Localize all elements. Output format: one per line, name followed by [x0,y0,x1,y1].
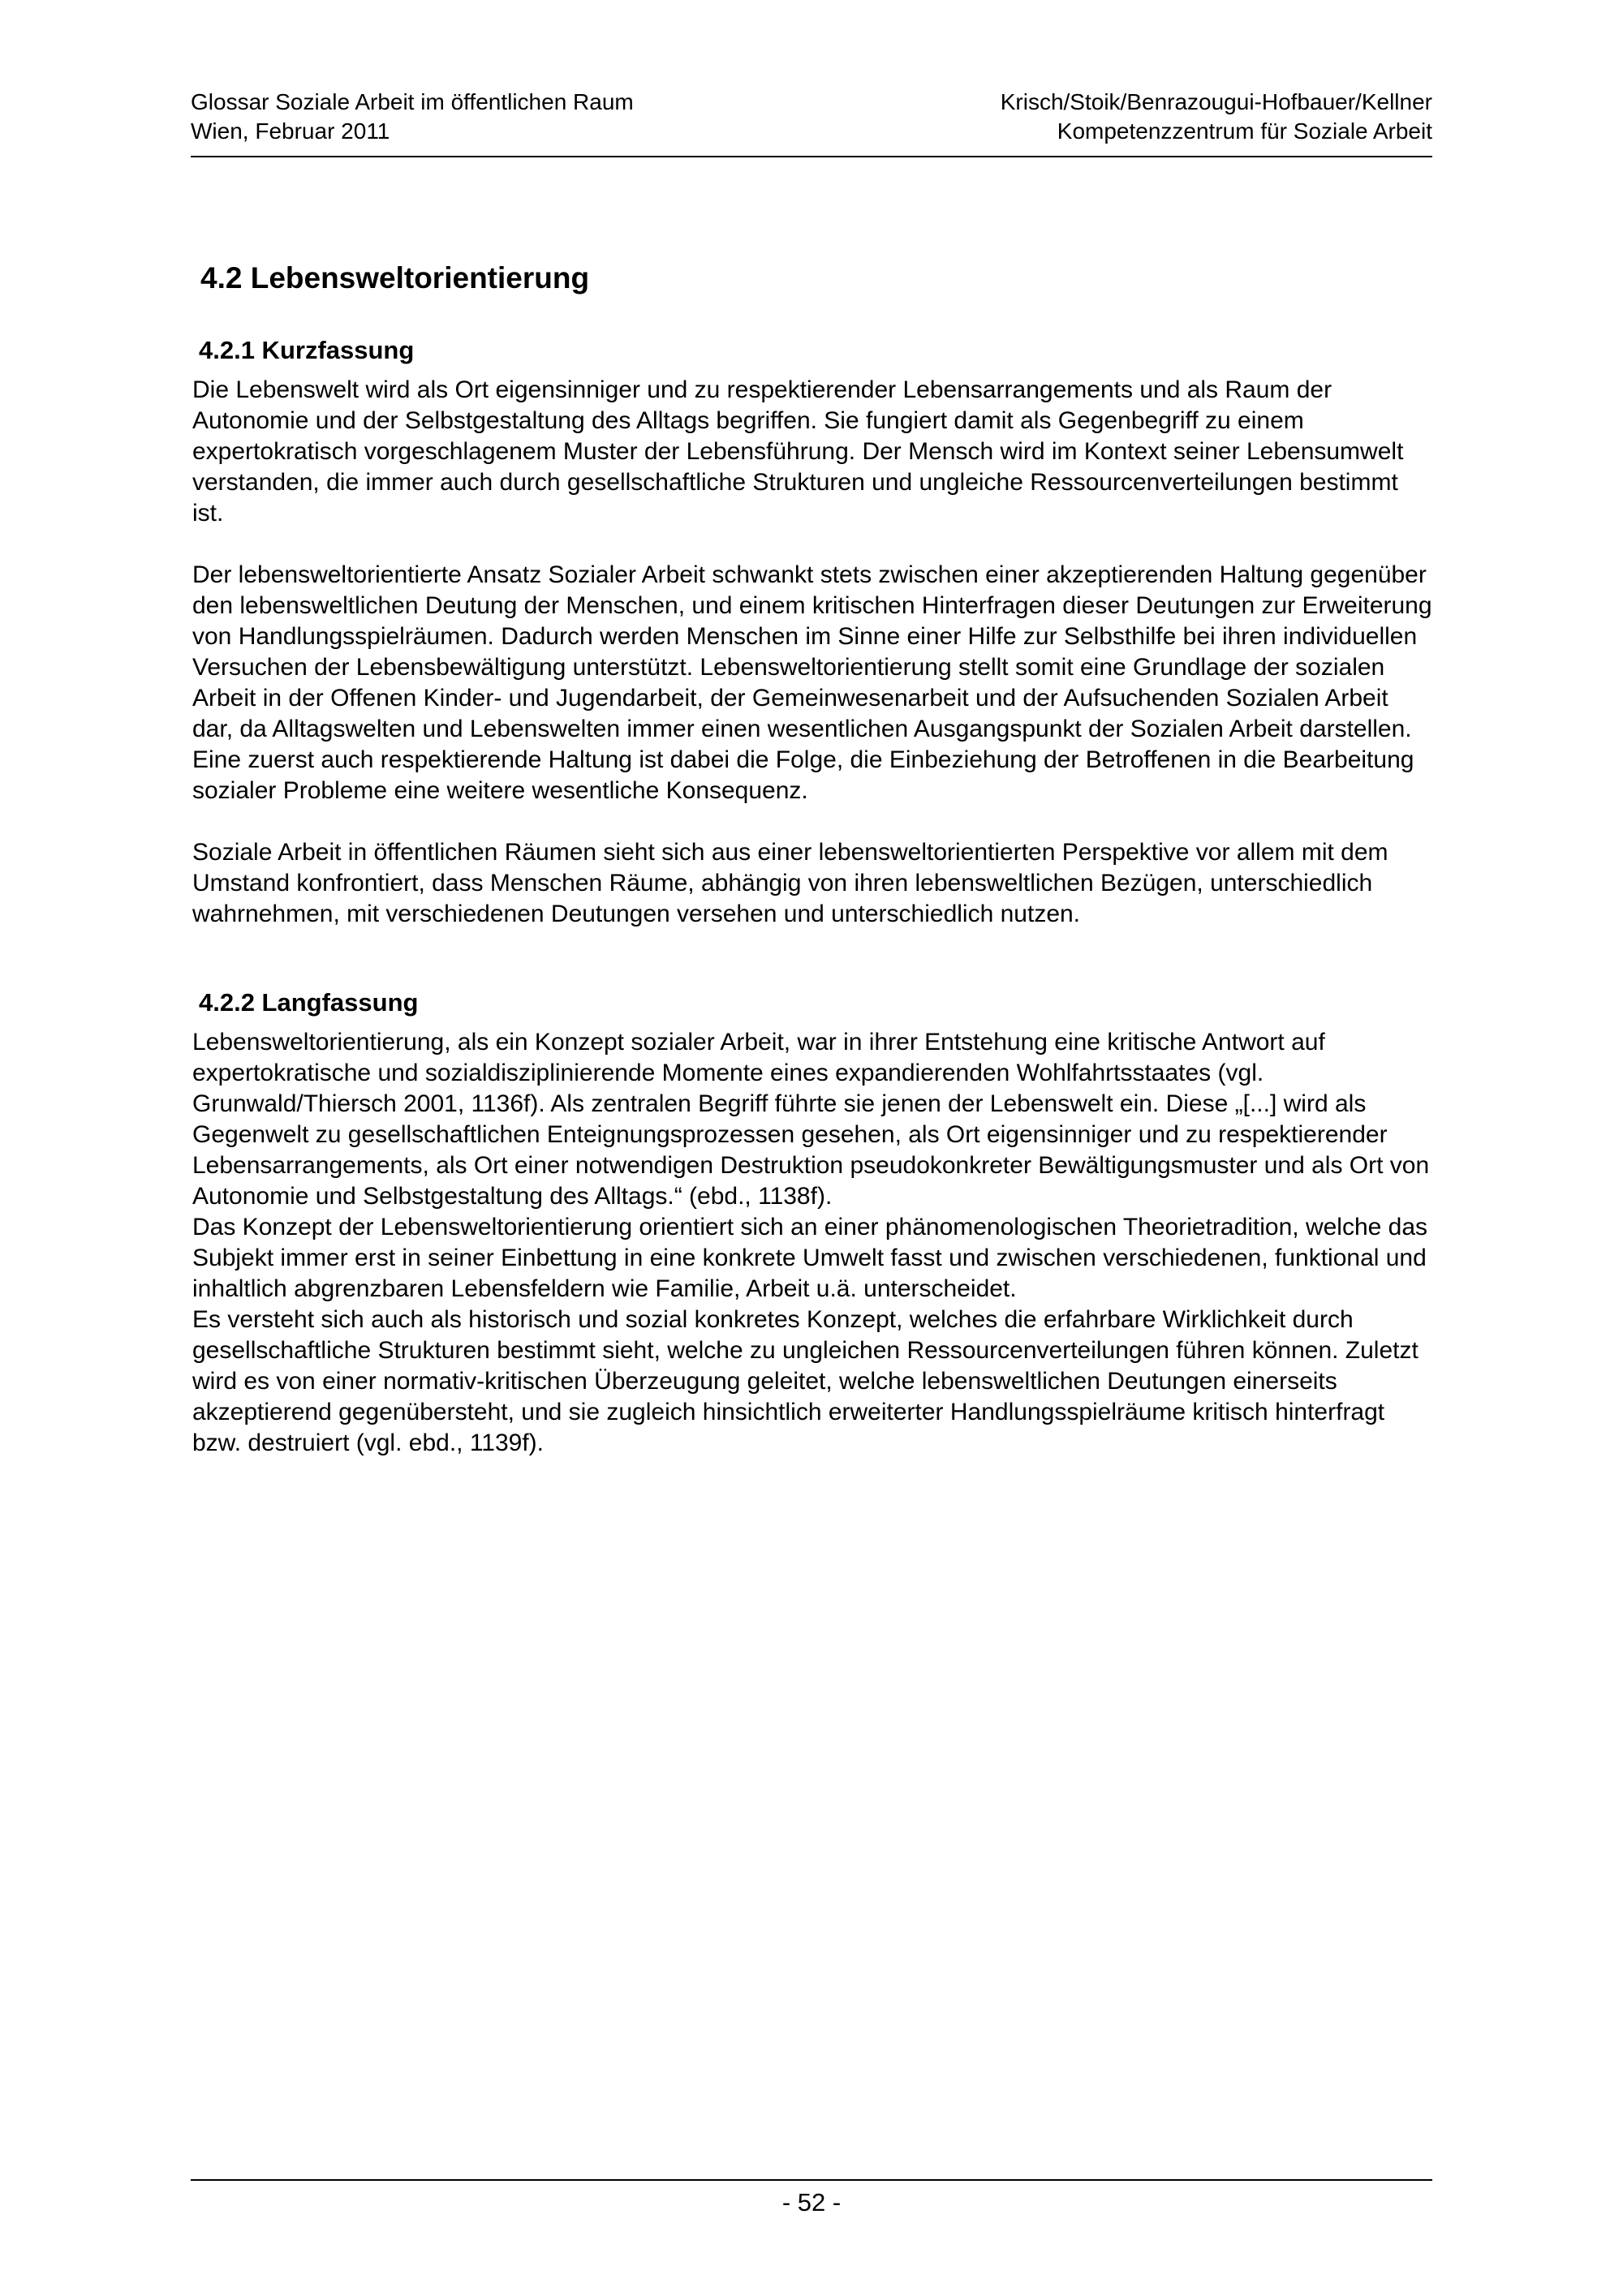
langfassung-paragraph-2: Das Konzept der Lebensweltorientierung orientiert sich an einer phänomenologischen Theorietradition, welche das Subjekt immer erst in seiner Einbettung in eine konkrete Umwelt fasst und zwischen verschiedenen, funktional und inhaltlich abgrenzbaren Lebensfeldern wie Familie, Arbeit u.ä. unterscheidet. [192,1214,1428,1302]
header-right-block [1001,88,1432,146]
header-authors: Krisch/Stoik/Benrazougui-Hofbauer/Kellner [1000,89,1432,114]
header-place-date: Wien, Februar 2011 [191,118,390,144]
page-content [192,261,1435,1459]
langfassung-paragraph-1: Lebensweltorientierung, als ein Konzept sozialer Arbeit, war in ihrer Entstehung eine kritische Antwort auf expertokratische und sozialdisziplinierende Momente eines expandierenden Wohlfahrtsstaates (vgl. Grunwald/Thiersch 2001, 1136f). Als zentralen Begriff führte sie jenen der Lebenswelt ein. Diese „[...] wird als Gegenwelt zu gesellschaftlichen Enteignungsprozessen gesehen, als Ort eigensinniger und zu respektierender Lebensarrangements, als Ort einer notwendigen Destruktion pseudokonkreter Bewältigungsmuster und als Ort von Autonomie und Selbstgestaltung des Alltags.“ (ebd., 1138f). [192,1029,1430,1210]
page-number: - 52 - [781,2188,842,2216]
kurzfassung-paragraph-3: Soziale Arbeit in öffentlichen Räumen sieht sich aus einer lebensweltorientierten Perspektive vor allem mit dem Umstand konfrontiert, dass Menschen Räume, abhängig von ihren lebensweltlichen Bezügen, unterschiedlich wahrnehmen, mit verschiedenen Deutungen versehen und unterschiedlich nutzen. [192,839,1388,927]
section-title: 4.2 Lebensweltorientierung [200,261,590,295]
kurzfassung-paragraph-2: Der lebensweltorientierte Ansatz Sozialer Arbeit schwankt stets zwischen einer akzeptierenden Haltung gegenüber den lebensweltlichen Deutung der Menschen, und einem kritischen Hinterfragen dieser Deutungen zur Erweiterung von Handlungsspielräumen. Dadurch werden Menschen im Sinne einer Hilfe zur Selbsthilfe bei ihren individuellen Versuchen der Lebensbewältigung unterstützt. Lebensweltorientierung stellt somit eine Grundlage der sozialen Arbeit in der Offenen Kinder- und Jugendarbeit, der Gemeinwesenarbeit und der Aufsuchenden Sozialen Arbeit dar, da Alltagswelten und Lebenswelten immer einen wesentlichen Ausgangspunkt der Sozialen Arbeit darstellen. Eine zuerst auch respektierende Haltung ist dabei die Folge, die Einbeziehung der Betroffenen in die Bearbeitung sozialer Probleme eine weitere wesentliche Konsequenz. [192,561,1432,804]
footer-divider [191,2179,1432,2181]
langfassung-paragraph-3: Es versteht sich auch als historisch und sozial konkretes Konzept, welches die erfahrbare Wirklichkeit durch gesellschaftliche Strukturen bestimmt sieht, welche zu ungleichen Ressourcenverteilungen führen können. Zuletzt wird es von einer normativ-kritischen Überzeugung geleitet, welche lebensweltlichen Deutungen einerseits akzeptierend gegenübersteht, und sie zugleich hinsichtlich erweiterter Handlungsspielräume kritisch hinterfragt bzw. destruiert (vgl. ebd., 1139f). [192,1306,1419,1456]
header-institution: Kompetenzzentrum für Soziale Arbeit [1057,118,1432,144]
page-header [191,88,1432,157]
kurzfassung-paragraph-1: Die Lebenswelt wird als Ort eigensinniger und zu respektierender Lebensarrangements und als Raum der Autonomie und der Selbstgestaltung des Alltags begriffen. Sie fungiert damit als Gegenbegriff zu einem expertokratisch vorgeschlagenem Muster der Lebensführung. Der Mensch wird im Kontext seiner Lebensumwelt verstanden, die immer auch durch gesellschaftliche Strukturen und ungleiche Ressourcenverteilungen bestimmt ist. [192,376,1404,527]
page-footer [191,2179,1432,2218]
header-document-title: Glossar Soziale Arbeit im öffentlichen Raum [191,89,634,114]
header-left-block [191,88,634,146]
subsection-heading-langfassung: 4.2.2 Langfassung [199,988,419,1017]
subsection-heading-kurzfassung: 4.2.1 Kurzfassung [199,336,415,364]
